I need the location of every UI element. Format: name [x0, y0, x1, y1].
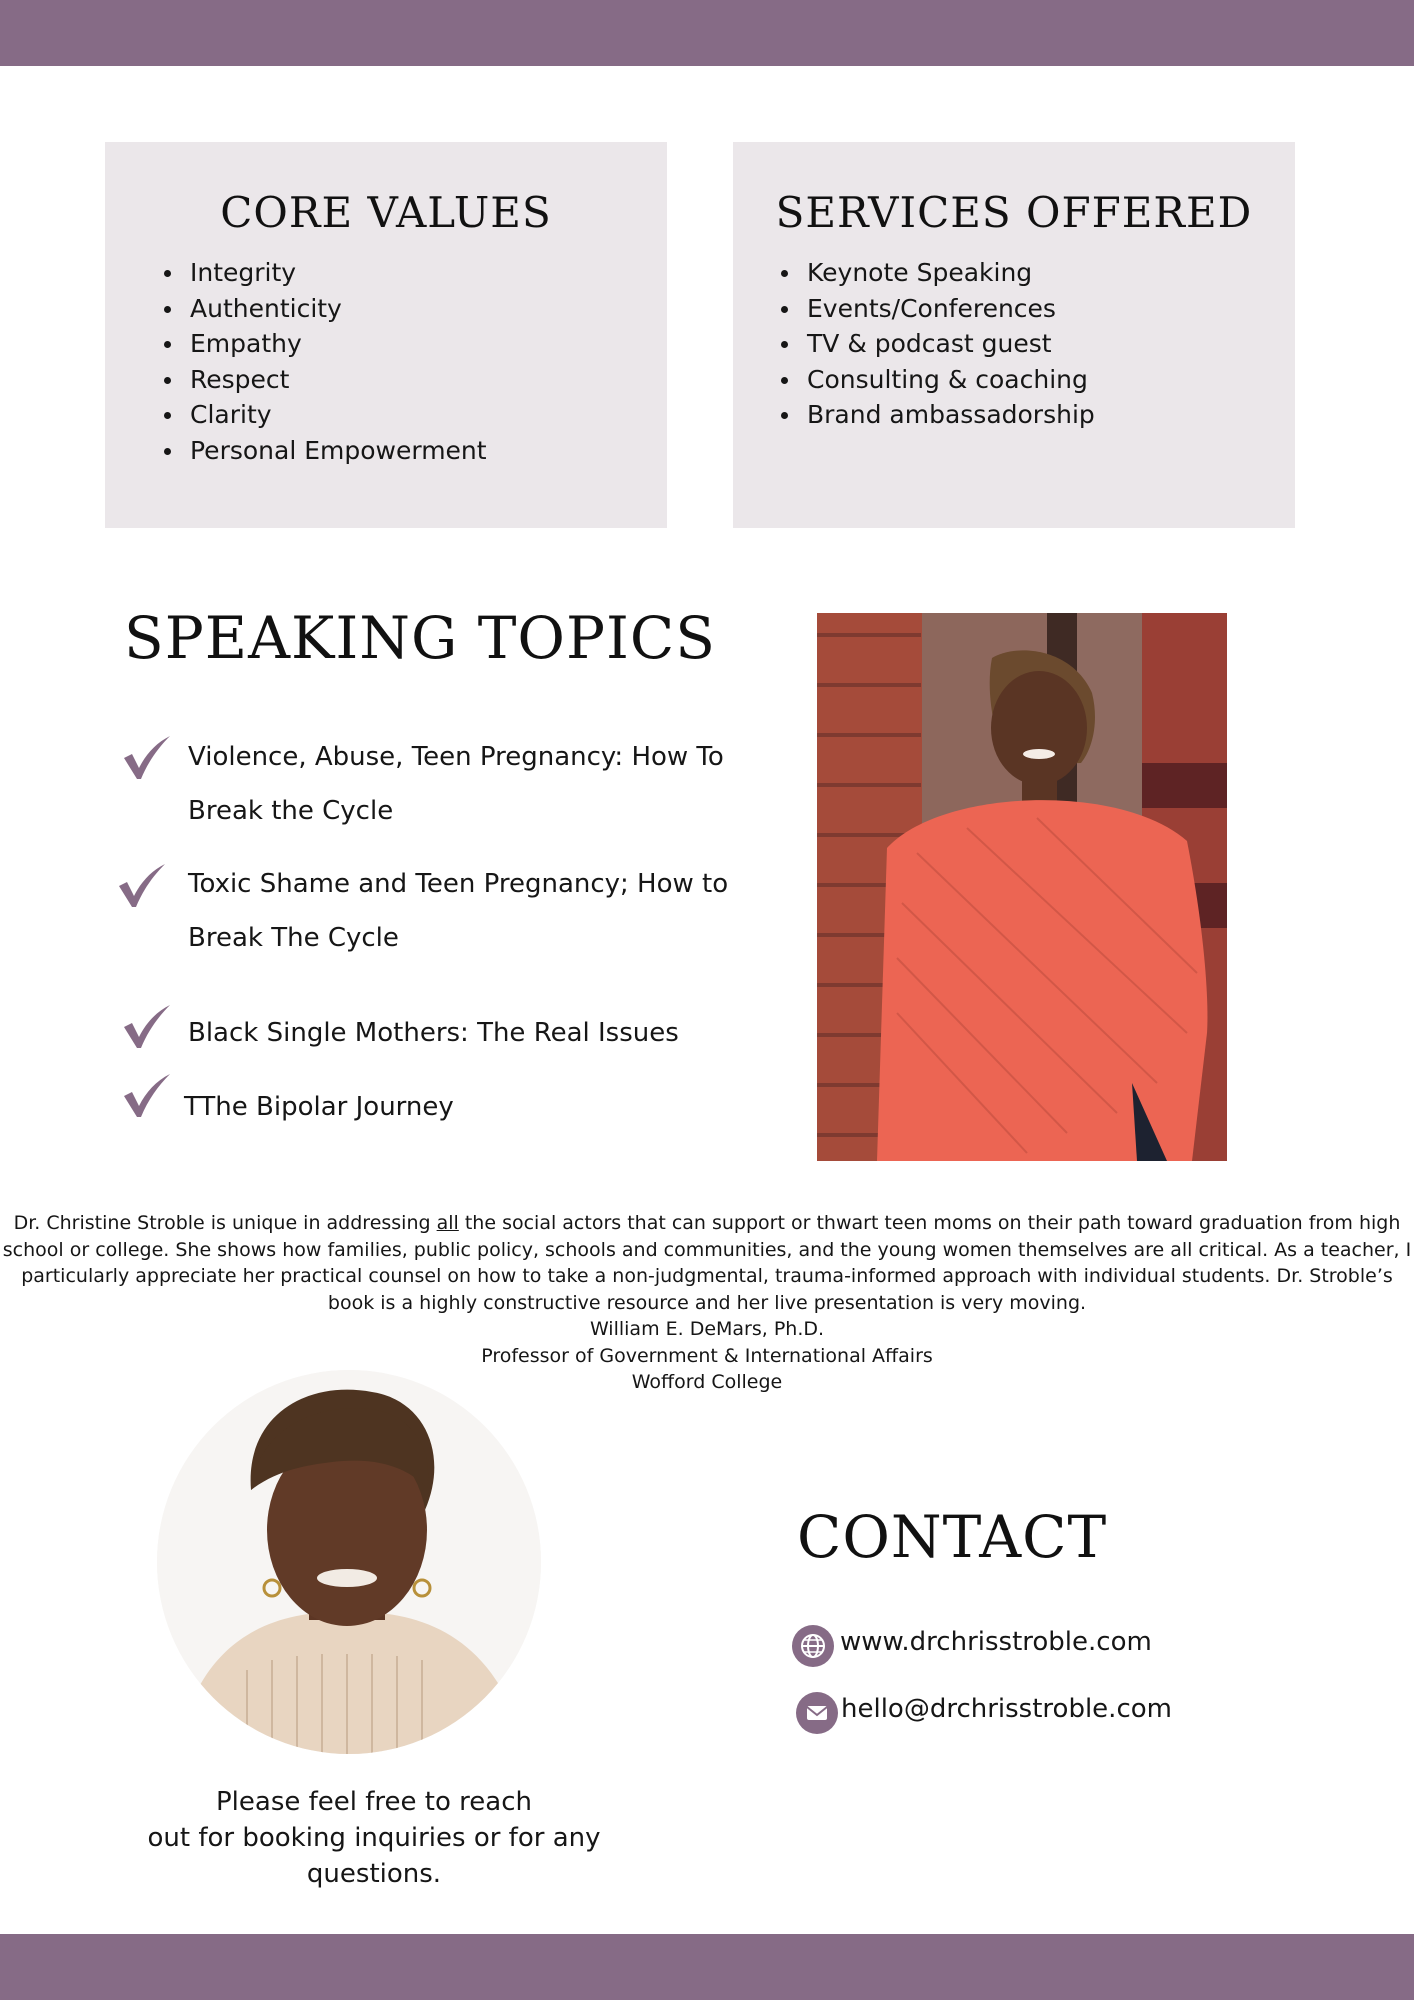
checkmark-icon: [122, 1072, 172, 1120]
bottom-accent-band: [0, 1934, 1414, 2000]
core-values-list: [190, 255, 667, 468]
speaking-topic-item: Violence, Abuse, Teen Pregnancy: How To Break the Cycle: [188, 742, 724, 826]
email-link[interactable]: hello@drchrisstroble.com: [841, 1694, 1172, 1724]
list-item: Brand ambassadorship: [807, 397, 1295, 433]
contact-title: CONTACT: [797, 1503, 1108, 1571]
mail-icon: [796, 1692, 838, 1734]
testimonial-author: William E. DeMars, Ph.D.: [589, 1318, 825, 1340]
core-values-title: CORE VALUES: [220, 188, 552, 237]
list-item: Personal Empowerment: [190, 433, 667, 469]
booking-note-line: questions.: [306, 1859, 442, 1889]
list-item: Clarity: [190, 397, 667, 433]
speaking-topic-item: Black Single Mothers: The Real Issues: [188, 1018, 679, 1048]
list-item: Authenticity: [190, 291, 667, 327]
core-values-card: [105, 142, 667, 528]
globe-icon: [792, 1625, 834, 1667]
speaking-topic-item: TThe Bipolar Journey: [184, 1092, 454, 1122]
list-item: Keynote Speaking: [807, 255, 1295, 291]
checkmark-icon: [122, 734, 172, 782]
services-title: SERVICES OFFERED: [775, 188, 1253, 237]
list-item: Integrity: [190, 255, 667, 291]
speaking-topic-item: Toxic Shame and Teen Pregnancy; How to Break The Cycle: [188, 869, 729, 953]
testimonial-quote: Dr. Christine Stroble is unique in addressing all the social actors that can support or thwart teen moms on their path toward graduation from high school or college. She shows how families, public policy, schools and communities, and the young women themselves are all critical. As a teacher, I particularly appreciate her practical counsel on how to take a non-judgmental, trauma-informed approach with individual students. Dr. Stroble’s book is a highly constructive resource and her live presentation is very moving.: [2, 1212, 1412, 1314]
testimonial: [0, 1210, 1414, 1396]
list-item: Events/Conferences: [807, 291, 1295, 327]
speaking-topics-title: SPEAKING TOPICS: [124, 604, 717, 672]
speaker-headshot: [157, 1370, 541, 1754]
testimonial-role: Professor of Government & International Affairs: [481, 1344, 933, 1367]
speaker-photo-standing: [817, 613, 1227, 1161]
services-list: [807, 255, 1295, 433]
testimonial-org: Wofford College: [631, 1371, 783, 1393]
website-link[interactable]: www.drchrisstroble.com: [840, 1627, 1152, 1657]
checkmark-icon: [117, 862, 167, 910]
booking-note-line: out for booking inquiries or for any: [147, 1823, 601, 1853]
list-item: TV & podcast guest: [807, 326, 1295, 362]
list-item: Empathy: [190, 326, 667, 362]
list-item: Consulting & coaching: [807, 362, 1295, 398]
checkmark-icon: [122, 1003, 172, 1051]
services-card: [733, 142, 1295, 528]
booking-note-line: Please feel free to reach: [216, 1787, 532, 1817]
booking-note: [134, 1784, 614, 1892]
top-accent-band: [0, 0, 1414, 66]
list-item: Respect: [190, 362, 667, 398]
